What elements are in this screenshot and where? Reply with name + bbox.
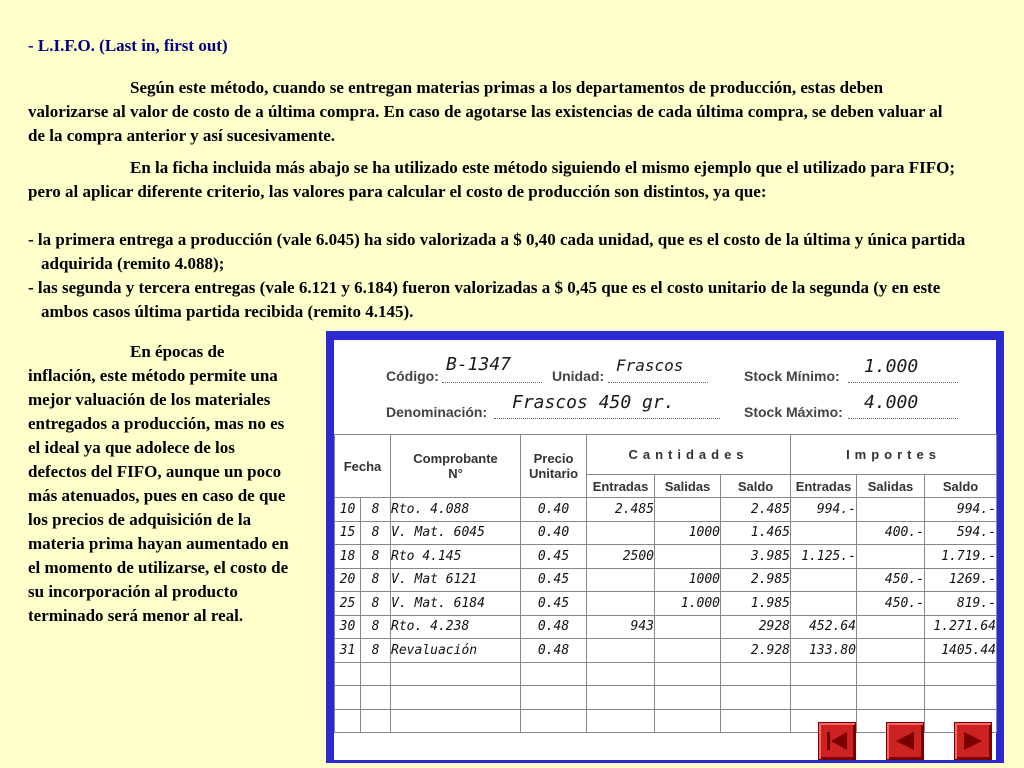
cell-month: 8 (361, 568, 391, 592)
table-row (335, 615, 997, 639)
cell-cant-salidas (655, 498, 721, 522)
cell-cant-saldo: 1.465 (721, 521, 791, 545)
cell-cant-salidas: 1.000 (655, 592, 721, 616)
cell-cant-saldo: 1.985 (721, 592, 791, 616)
side-paragraph-text: En épocas de inflación, este método permite una mejor valuación de los materiales entregados a producción, mas no es el ideal ya que adolece de los defectos del FIFO, aunque un poco más atenuados, pues en caso de que los precios de adquisición de la materia prima hayan aumentado en el momento de utilizarse, el costo de su incorporación al producto terminado será menor al real. (28, 342, 289, 625)
header-fecha: Fecha (335, 435, 391, 498)
cell-cant-entradas: 2500 (587, 545, 655, 569)
stock-card (334, 340, 996, 760)
cell-imp-saldo: 994.- (925, 498, 997, 522)
cell-precio-unitario: 0.48 (521, 639, 587, 663)
cell-cant-saldo: 2.985 (721, 568, 791, 592)
table-row (335, 662, 997, 686)
cell-month (361, 662, 391, 686)
first-slide-button[interactable] (818, 722, 856, 760)
cell-comprobante: Rto. 4.088 (391, 498, 521, 522)
table-row (335, 545, 997, 569)
cell-cant-salidas (655, 639, 721, 663)
slide-title: - L.I.F.O. (Last in, first out) (28, 36, 228, 55)
cell-precio-unitario: 0.40 (521, 498, 587, 522)
cell-imp-saldo: 1.719.- (925, 545, 997, 569)
stock-minimo-value: 1.000 (864, 356, 919, 377)
stock-maximo-dots (848, 418, 958, 419)
stock-minimo-dots (848, 382, 958, 383)
table-row (335, 521, 997, 545)
stock-maximo-value: 4.000 (864, 392, 919, 413)
header-cant-saldo: Saldo (721, 475, 791, 498)
unidad-label: Unidad: (552, 368, 605, 384)
cell-imp-salidas: 400.- (857, 521, 925, 545)
previous-slide-button[interactable] (886, 722, 924, 760)
cell-cant-entradas (587, 709, 655, 733)
cell-imp-entradas: 133.80 (791, 639, 857, 663)
unidad-dots (608, 382, 708, 383)
cell-imp-saldo: 819.- (925, 592, 997, 616)
arrow-right-icon (961, 729, 985, 753)
cell-cant-entradas (587, 521, 655, 545)
header-imp-saldo: Saldo (925, 475, 997, 498)
cell-cant-salidas (655, 615, 721, 639)
cell-cant-saldo (721, 662, 791, 686)
cell-imp-salidas (857, 639, 925, 663)
arrow-left-icon (893, 729, 917, 753)
cell-imp-entradas (791, 521, 857, 545)
cell-precio-unitario (521, 709, 587, 733)
cell-cant-entradas: 943 (587, 615, 655, 639)
cell-day: 15 (335, 521, 361, 545)
cell-month (361, 709, 391, 733)
header-imp-salidas: Salidas (857, 475, 925, 498)
cell-cant-salidas: 1000 (655, 568, 721, 592)
cell-comprobante (391, 709, 521, 733)
header-comprobante (391, 435, 521, 498)
header-cant-entradas: Entradas (587, 475, 655, 498)
next-slide-button[interactable] (954, 722, 992, 760)
cell-imp-salidas (857, 662, 925, 686)
cell-imp-saldo: 1.271.64 (925, 615, 997, 639)
cell-cant-saldo (721, 686, 791, 710)
cell-imp-saldo (925, 686, 997, 710)
cell-imp-salidas (857, 545, 925, 569)
bullet-first-delivery: - la primera entrega a producción (vale 6.045) ha sido valorizada a $ 0,40 cada unidad, que es el costo de la última y única partida adquirida (remito 4.088); (28, 230, 966, 273)
cell-month: 8 (361, 545, 391, 569)
cell-imp-saldo (925, 662, 997, 686)
cell-imp-entradas (791, 568, 857, 592)
cell-precio-unitario: 0.48 (521, 615, 587, 639)
cell-cant-saldo (721, 709, 791, 733)
cell-cant-salidas (655, 662, 721, 686)
header-precio-label: Precio (533, 451, 574, 466)
cell-cant-entradas (587, 686, 655, 710)
cell-day (335, 709, 361, 733)
cell-month: 8 (361, 639, 391, 663)
cell-comprobante: V. Mat. 6184 (391, 592, 521, 616)
codigo-label: Código: (386, 368, 439, 384)
denominacion-label: Denominación: (386, 404, 488, 420)
header-importes: Importes (791, 435, 997, 475)
cell-day (335, 686, 361, 710)
table-row (335, 568, 997, 592)
cell-cant-salidas (655, 545, 721, 569)
paragraph-method: Según este método, cuando se entregan materias primas a los departamentos de producción, estas deben valorizarse al valor de costo de a última compra. En caso de agotarse las existencias de cada última compra, se deben valuar al de la compra anterior y así sucesivamente. (28, 78, 943, 145)
cell-cant-entradas (587, 662, 655, 686)
cell-precio-unitario: 0.40 (521, 521, 587, 545)
header-imp-entradas: Entradas (791, 475, 857, 498)
table-row (335, 639, 997, 663)
cell-month (361, 686, 391, 710)
stock-maximo-label: Stock Máximo: (744, 404, 843, 420)
cell-imp-entradas: 452.64 (791, 615, 857, 639)
table-row (335, 686, 997, 710)
denominacion-dots (494, 418, 720, 419)
cell-day: 20 (335, 568, 361, 592)
codigo-value: B-1347 (446, 354, 512, 375)
cell-day: 25 (335, 592, 361, 616)
stock-minimo-label: Stock Mínimo: (744, 368, 840, 384)
cell-imp-saldo: 1269.- (925, 568, 997, 592)
stock-movements-table (334, 434, 997, 733)
cell-month: 8 (361, 521, 391, 545)
cell-cant-salidas: 1000 (655, 521, 721, 545)
cell-imp-salidas (857, 615, 925, 639)
cell-comprobante (391, 662, 521, 686)
cell-comprobante: Revaluación (391, 639, 521, 663)
cell-cant-entradas (587, 639, 655, 663)
cell-month: 8 (361, 615, 391, 639)
header-precio (521, 435, 587, 498)
denominacion-value: Frascos 450 gr. (512, 392, 675, 413)
side-paragraph (28, 340, 290, 628)
cell-precio-unitario: 0.45 (521, 592, 587, 616)
cell-precio-unitario (521, 686, 587, 710)
cell-cant-saldo: 2928 (721, 615, 791, 639)
table-row (335, 592, 997, 616)
bullet-second-third-delivery: - las segunda y tercera entregas (vale 6.121 y 6.184) fueron valorizadas a $ 0,45 que es el costo unitario de la segunda (y en este ambos casos última partida recibida (remito 4.145). (28, 278, 941, 321)
cell-imp-saldo: 1405.44 (925, 639, 997, 663)
cell-precio-unitario (521, 662, 587, 686)
cell-precio-unitario: 0.45 (521, 545, 587, 569)
header-cant-salidas: Salidas (655, 475, 721, 498)
cell-imp-salidas: 450.- (857, 568, 925, 592)
table-row (335, 498, 997, 522)
cell-comprobante (391, 686, 521, 710)
header-nro-label: N° (448, 466, 463, 481)
cell-day: 10 (335, 498, 361, 522)
cell-month: 8 (361, 498, 391, 522)
cell-imp-salidas: 450.- (857, 592, 925, 616)
cell-imp-entradas: 1.125.- (791, 545, 857, 569)
cell-cant-entradas (587, 568, 655, 592)
cell-imp-saldo: 594.- (925, 521, 997, 545)
cell-comprobante: V. Mat. 6045 (391, 521, 521, 545)
cell-cant-salidas (655, 686, 721, 710)
cell-cant-salidas (655, 709, 721, 733)
cell-comprobante: Rto. 4.238 (391, 615, 521, 639)
cell-day (335, 662, 361, 686)
cell-imp-entradas (791, 662, 857, 686)
cell-cant-saldo: 2.485 (721, 498, 791, 522)
cell-day: 31 (335, 639, 361, 663)
cell-imp-entradas (791, 686, 857, 710)
cell-cant-saldo: 3.985 (721, 545, 791, 569)
header-comprobante-label: Comprobante (413, 451, 498, 466)
cell-day: 18 (335, 545, 361, 569)
cell-cant-entradas (587, 592, 655, 616)
header-unitario-label: Unitario (528, 466, 579, 481)
cell-day: 30 (335, 615, 361, 639)
cell-imp-salidas (857, 498, 925, 522)
paragraph-example: En la ficha incluida más abajo se ha utilizado este método siguiendo el mismo ejemplo que el utilizado para FIFO; pero al aplicar diferente criterio, las valores para calcular el costo de producción son distintos, ya que: (28, 158, 955, 201)
skip-back-icon (825, 729, 849, 753)
header-cantidades: Cantidades (587, 435, 791, 475)
unidad-value: Frascos (616, 356, 684, 375)
cell-imp-salidas (857, 686, 925, 710)
cell-comprobante: V. Mat 6121 (391, 568, 521, 592)
cell-comprobante: Rto 4.145 (391, 545, 521, 569)
cell-cant-saldo: 2.928 (721, 639, 791, 663)
cell-imp-entradas (791, 592, 857, 616)
cell-cant-entradas: 2.485 (587, 498, 655, 522)
cell-imp-entradas: 994.- (791, 498, 857, 522)
codigo-dots (442, 382, 542, 383)
cell-month: 8 (361, 592, 391, 616)
cell-precio-unitario: 0.45 (521, 568, 587, 592)
